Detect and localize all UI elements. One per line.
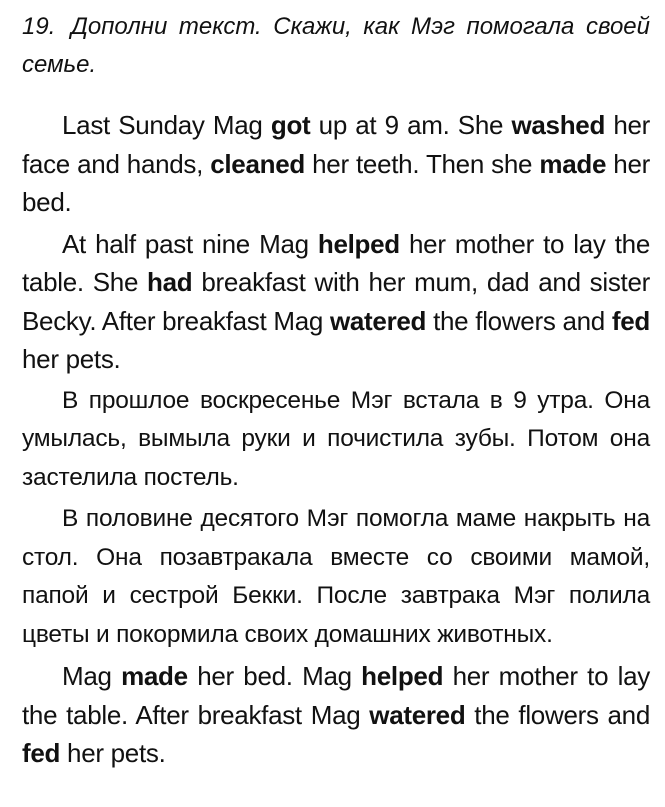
task-heading xyxy=(22,8,650,84)
task-number: 19. xyxy=(22,13,56,40)
emphasized-verb: fed xyxy=(611,305,650,336)
emphasized-verb: watered xyxy=(329,305,427,336)
emphasized-verb: made xyxy=(539,148,607,179)
textbook-page xyxy=(22,8,650,776)
text-segment: breakfast with her mum, dad and sister Becky. After breakfast Mag xyxy=(22,267,650,336)
emphasized-verb: washed xyxy=(511,110,606,140)
text-segment: the flowers and xyxy=(465,699,651,730)
text-segment: her teeth. Then she xyxy=(304,148,540,179)
text-segment: her pets. xyxy=(22,344,121,374)
emphasized-verb: watered xyxy=(369,699,466,730)
english-paragraph-1 xyxy=(22,106,650,222)
emphasized-verb: had xyxy=(147,267,193,297)
text-segment: up at 9 am. She xyxy=(310,110,512,140)
text-segment: At half past nine Mag xyxy=(62,228,318,259)
text-segment: her bed. xyxy=(22,148,650,217)
answer-paragraph xyxy=(22,657,650,773)
emphasized-verb: cleaned xyxy=(210,148,305,179)
text-segment: Last Sunday Mag xyxy=(62,110,271,140)
emphasized-verb: got xyxy=(270,110,311,140)
text-segment: her face and hands, xyxy=(22,110,650,179)
emphasized-verb: helped xyxy=(317,228,400,259)
text-segment: Mag xyxy=(62,661,122,691)
text-segment: her mother to lay the table. After breakfast Mag xyxy=(22,661,650,730)
text-segment: the flowers and xyxy=(426,305,612,336)
task-instruction: Дополни текст. Скажи, как Мэг помогала своей семье. xyxy=(22,13,650,78)
text-segment: her bed. Mag xyxy=(187,661,362,691)
emphasized-verb: made xyxy=(121,661,188,691)
emphasized-verb: fed xyxy=(22,738,61,768)
text-segment: her mother to lay the table. She xyxy=(22,228,650,297)
english-paragraph-2 xyxy=(22,225,650,379)
russian-paragraph-2: В половине десятого Мэг помогла маме накрыть на стол. Она позавтракала вместе со своими мамой, папой и сестрой Бекки. После завтрака Мэг полила цветы и покормила своих домашних животных. xyxy=(22,505,650,648)
russian-paragraph-1: В прошлое воскресенье Мэг встала в 9 утра. Она умылась, вымыла руки и почистила зубы. Потом она застелила постель. xyxy=(22,386,650,491)
text-segment: her pets. xyxy=(60,738,166,768)
emphasized-verb: helped xyxy=(361,661,444,691)
